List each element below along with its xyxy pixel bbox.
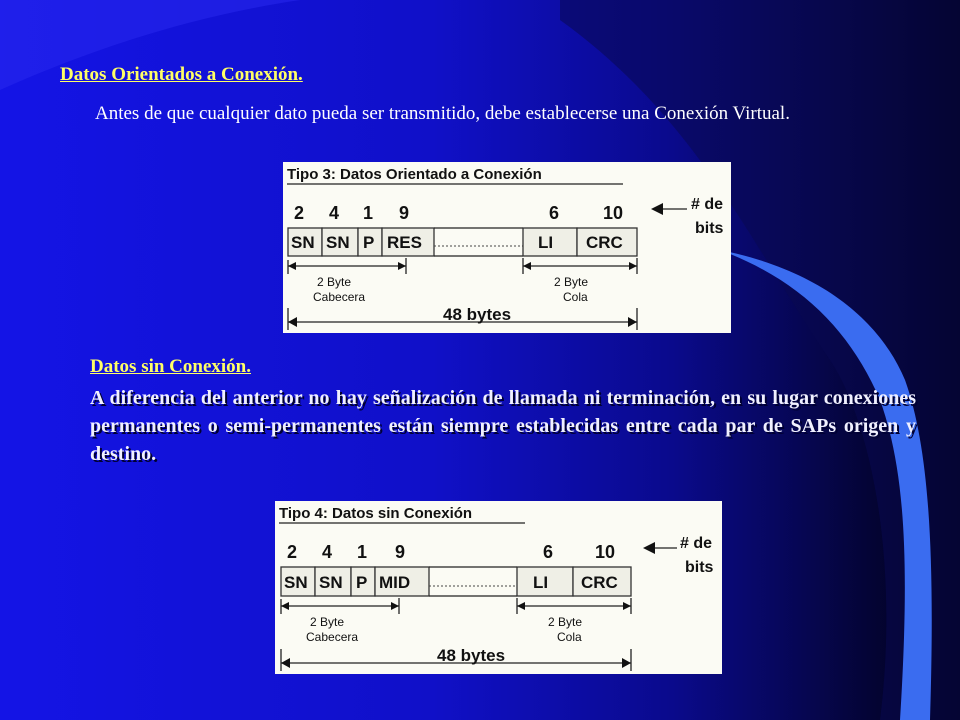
bits-sn1: 2	[287, 542, 298, 562]
bits-p: 1	[363, 203, 374, 223]
header-label-2: Cabecera	[306, 630, 359, 644]
field-li: LI	[533, 573, 549, 592]
header-label-1: 2 Byte	[310, 615, 345, 629]
bits-p: 1	[357, 542, 368, 562]
bits-sn2: 4	[322, 542, 333, 562]
section-text-connectionless: A diferencia del anterior no hay señalización de llamada ni terminación, en su lugar conexiones permanentes o semi-permanentes están siempre establecidas entre cada par de SAPs origen y destino.	[90, 387, 916, 465]
section-title-connectionless: Datos sin Conexión.	[90, 356, 251, 377]
field-p: P	[363, 233, 375, 252]
diagram-type4	[275, 501, 722, 674]
total-bytes: 48 bytes	[437, 646, 506, 665]
header-label-1: 2 Byte	[317, 275, 352, 289]
field-crc: CRC	[581, 573, 618, 592]
tail-label-2: Cola	[557, 630, 582, 644]
bits-sn1: 2	[294, 203, 305, 223]
tail-label-1: 2 Byte	[548, 615, 583, 629]
bits-res: 9	[399, 203, 410, 223]
diagram-title: Tipo 3: Datos Orientado a Conexión	[287, 166, 542, 183]
header-label-2: Cabecera	[313, 290, 366, 304]
field-sn2: SN	[319, 573, 343, 592]
diagram-title: Tipo 4: Datos sin Conexión	[279, 505, 473, 522]
field-mid: MID	[379, 573, 411, 592]
field-p: P	[356, 573, 368, 592]
bits-li: 6	[543, 542, 554, 562]
total-bytes: 48 bytes	[443, 305, 512, 324]
bits-note-line1: # de	[691, 196, 724, 213]
field-sn1: SN	[284, 573, 308, 592]
bits-sn2: 4	[329, 203, 340, 223]
section-text-connection-oriented: Antes de que cualquier dato pueda ser transmitido, debe establecerse una Conexión Virtual.	[95, 103, 790, 124]
field-res: RES	[387, 233, 422, 252]
bits-note-line2: bits	[695, 220, 724, 237]
tail-label-1: 2 Byte	[554, 275, 589, 289]
field-li: LI	[538, 233, 554, 252]
field-crc: CRC	[586, 233, 623, 252]
field-sn2: SN	[326, 233, 350, 252]
bits-li: 6	[549, 203, 560, 223]
bits-crc: 10	[603, 203, 624, 223]
tail-label-2: Cola	[563, 290, 588, 304]
field-sn1: SN	[291, 233, 315, 252]
bits-crc: 10	[595, 542, 616, 562]
diagram-type3	[283, 162, 731, 333]
section-title-connection-oriented: Datos Orientados a Conexión.	[60, 64, 303, 85]
bits-note-line2: bits	[685, 559, 714, 576]
bits-note-line1: # de	[680, 535, 713, 552]
bits-mid: 9	[395, 542, 406, 562]
